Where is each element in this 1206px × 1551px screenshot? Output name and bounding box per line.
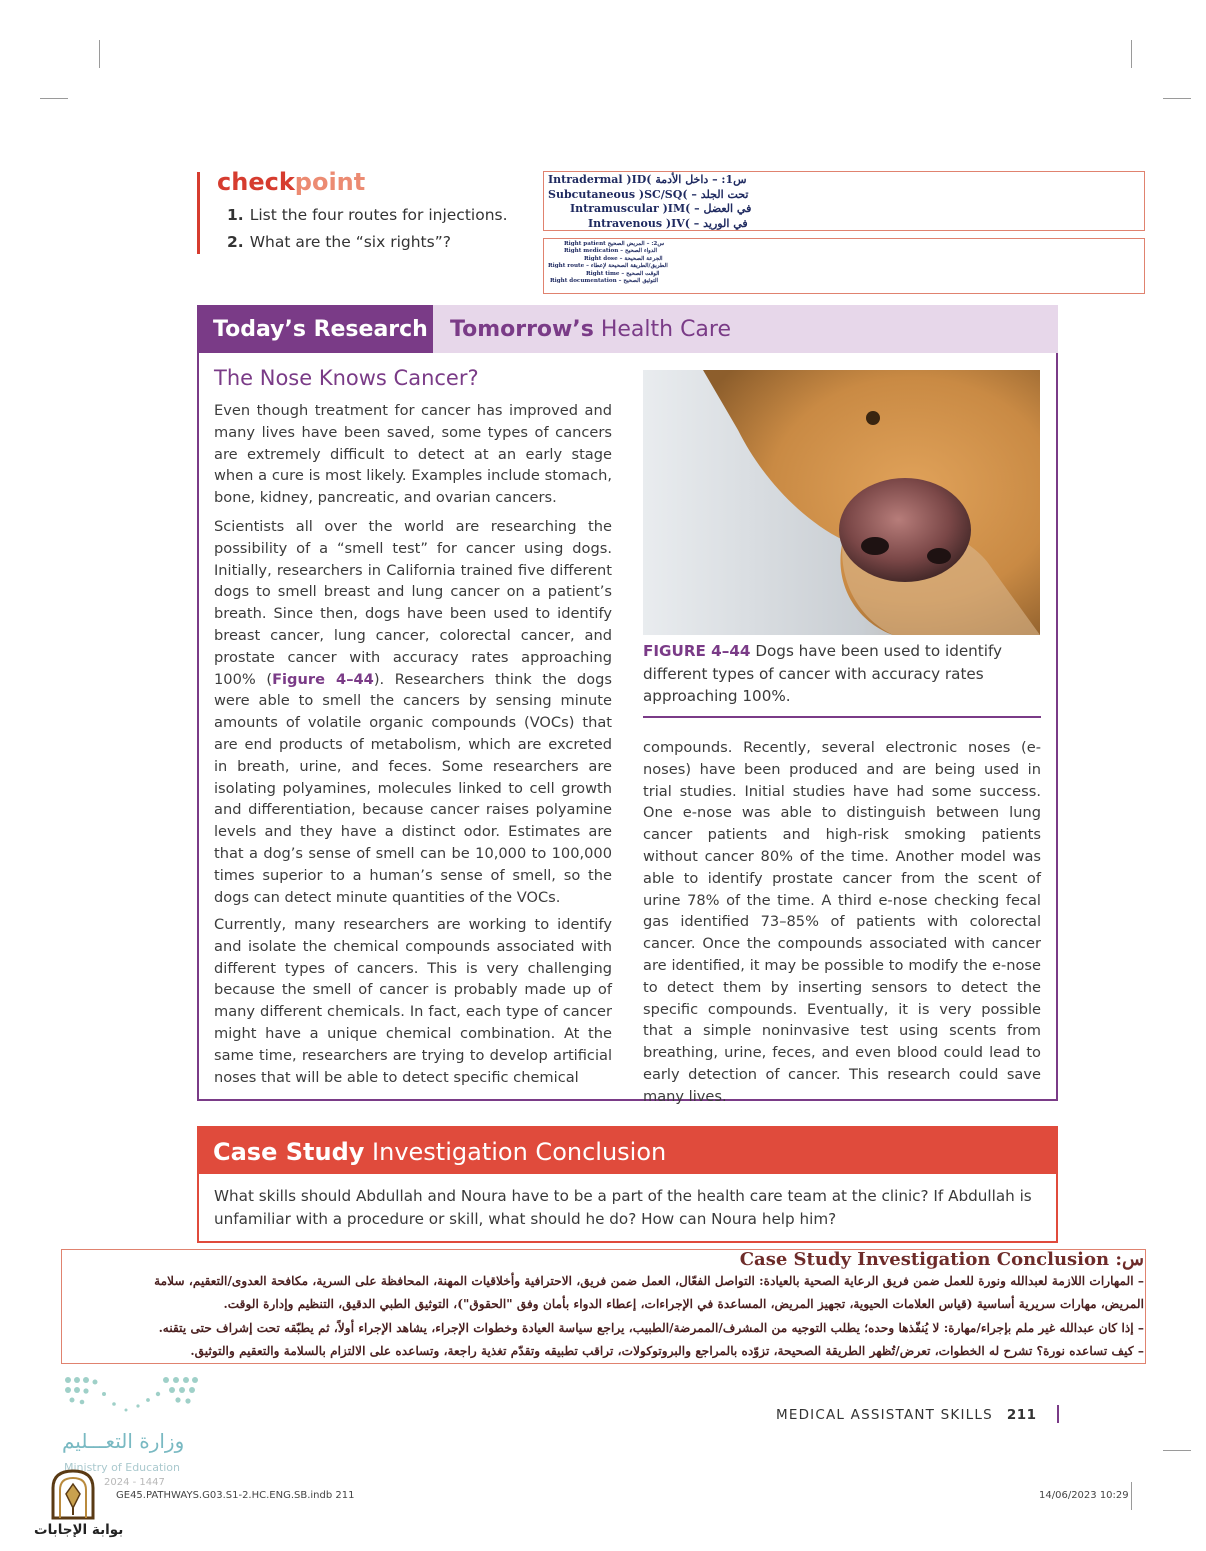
checkpoint-title: checkpoint bbox=[217, 168, 366, 196]
answer-line: Intradermal )ID( س1: – داخل الأدمة bbox=[548, 173, 747, 186]
arabic-answer-line: المريض، مهارات سريرية أساسية (قياس العلامات الحيوية، تجهيز المريض، المساعدة في الإجراءات، إعطاء الدواء بأمان وفق "الحقوق")، التوثيق الطبي الدقيق، التنظيم وإدارة الوقت. bbox=[223, 1297, 1144, 1311]
crop-mark bbox=[99, 40, 100, 68]
print-slug-file: GE45.PATHWAYS.G03.S1-2.HC.ENG.SB.indb 211 bbox=[116, 1490, 355, 1501]
answer-line: Right route – الطريق/الطريقة الصحيحة لإعطاء bbox=[548, 263, 668, 270]
article-title: The Nose Knows Cancer? bbox=[214, 366, 479, 390]
answer-line: Right time – الوقت الصحيح bbox=[586, 270, 660, 277]
crop-mark bbox=[1131, 40, 1132, 68]
answer-line: Right documentation – التوثيق الصحيح bbox=[550, 278, 659, 285]
answer-line: Intramuscular )IM( – في العضل bbox=[570, 202, 752, 215]
research-header: Tomorrow’s Health Care bbox=[433, 305, 1058, 353]
checkpoint-answer-1-box bbox=[543, 171, 1145, 231]
arabic-answer-title: س: Case Study Investigation Conclusion bbox=[739, 1249, 1144, 1270]
answer-line: Right dose – الجرعة الصحيحة bbox=[584, 255, 663, 262]
ministry-year: 2024 - 1447 bbox=[104, 1477, 165, 1488]
crop-mark bbox=[1163, 98, 1191, 99]
answer-line: Subcutaneous )SC/SQ( – تحت الجلد bbox=[548, 187, 749, 201]
figure-divider bbox=[643, 716, 1041, 718]
arabic-answer-line: – كيف تساعده نورة؟ تشرح له الخطوات، تعرض/تُظهر الطريقة الصحيحة، تزوّده بالمراجع والبروتوكولات، تراقب تطبيقه وتقدّم تغذية راجعة، وتساعده على الالتزام بالسلامة والتعقيم والتوثيق. bbox=[190, 1344, 1144, 1358]
crop-mark bbox=[1163, 1450, 1191, 1451]
research-tab-label: Today’s Research bbox=[197, 305, 433, 353]
ministry-logo-dots-icon bbox=[62, 1374, 202, 1426]
checkpoint-accent-bar bbox=[197, 172, 200, 254]
article-paragraph-3: Currently, many researchers are working to identify and isolate the chemical compounds associated with different types of cancers. This is very challenging because the smell of cancer is probably made up of many different chemicals. In fact, each type of cancer might have a unique chemical combination. At the same time, researchers are trying to develop artificial noses that will be able to detect specific chemical bbox=[214, 916, 612, 1086]
crop-mark bbox=[1131, 1482, 1132, 1510]
figure-caption: FIGURE 4–44 Dogs have been used to identify different types of cancer with accuracy rates approaching 100%. bbox=[643, 642, 1003, 705]
print-slug-date: 14/06/2023 10:29 bbox=[1039, 1490, 1129, 1501]
checkpoint-answer-2-box bbox=[543, 238, 1145, 294]
dog-nose-photo bbox=[643, 370, 1040, 635]
crop-mark bbox=[40, 98, 68, 99]
checkpoint-question-2: 2. What are the “six rights”? bbox=[227, 233, 451, 251]
article-paragraph-2: Scientists all over the world are researching the possibility of a “smell test” for cancer using dogs. Initially, researchers in California trained five different dogs to smell breast and lung cancer on a patient’s breath. Since then, dogs have been used to identify breast cancer, lung cancer, colorectal cancer, and prostate cancer with accuracy rates approaching 100% (Figure 4–44). Researchers think the dogs were able to smell the cancers by sensing minute amounts of volatile organic compounds (VOCs) that are end products of metabolism, which are excreted in breath, urine, and feces. Some researchers are isolating polyamines, molecules linked to cell growth and differentiation, because cancer raises polyamine levels and they have a distinct odor. Estimates are that a dog’s sense of smell can be 10,000 to 100,000 times superior to a human’s sense of smell, so the dogs can detect minute quantities of the VOCs. bbox=[214, 518, 612, 906]
case-study-header: Case Study Investigation Conclusion bbox=[197, 1126, 1058, 1174]
answer-line: Right patient س2: – المريض الصحيح bbox=[564, 241, 665, 247]
arabic-answer-line: – المهارات اللازمة لعبدالله ونورة للعمل ضمن فريق الرعاية الصحية بالعيادة: التواصل الفعّال، العمل ضمن فريق، الاحترافية وأخلاقيات المهنة، المحافظة على السرية، مكافحة العدوى/التعقيم، سلامة bbox=[154, 1274, 1144, 1288]
answer-line: Intravenous )IV( – في الوريد bbox=[588, 216, 748, 230]
ministry-arabic-name: وزارة التعـــليم bbox=[62, 1429, 185, 1453]
checkpoint-question-1: 1. List the four routes for injections. bbox=[227, 206, 508, 224]
answer-line: Right medication – الدواء الصحيح bbox=[564, 248, 658, 255]
case-study-question: What skills should Abdullah and Noura have to be a part of the health care team at the clinic? If Abdullah is unfamiliar with a procedure or skill, what should he do? How can Noura help him? bbox=[214, 1187, 1032, 1228]
article-paragraph-1: Even though treatment for cancer has improved and many lives have been saved, some types of cancers are extremely difficult to detect at an early stage when a cure is most likely. Examples include stomach, bone, kidney, pancreatic, and ovarian cancers. bbox=[214, 402, 612, 507]
answers-portal-label: بوابة الإجابات bbox=[34, 1522, 124, 1538]
ministry-english-name: Ministry of Education bbox=[64, 1461, 181, 1474]
answers-portal-logo-icon bbox=[50, 1468, 96, 1524]
running-footer: MEDICAL ASSISTANT SKILLS 211 bbox=[776, 1407, 1037, 1423]
page-number: 211 bbox=[1006, 1407, 1037, 1423]
arabic-answer-line: – إذا كان عبدالله غير ملم بإجراء/مهارة: لا يُنفّذها وحده؛ يطلب التوجيه من المشرف/الممرضة/الطبيب، يراجع سياسة العيادة وخطوات الإجراء، يشاهد الإجراء أولاً، ثم يطبّقه تحت إشراف حتى يتقنه. bbox=[158, 1321, 1144, 1335]
figure-reference[interactable]: Figure 4–44 bbox=[272, 670, 374, 688]
footer-accent-bar bbox=[1057, 1405, 1059, 1423]
article-paragraph-4: compounds. Recently, several electronic noses (e-noses) have been produced and are being used in trial studies. Initial studies have had some success. One e-nose was able to distinguish between lung cancer patients and high-risk smoking patients without cancer 80% of the time. Another model was able to identify prostate cancer from the scent of urine 78% of the time. A third e-nose checking fecal gas identified 73–85% of patients with colorectal cancer. Once the compounds associated with cancer are identified, it may be possible to modify the e-nose to detect them by inserting sensors to detect the specific compounds. Eventually, it is very possible that a simple noninvasive test using scents from breathing, urine, feces, and even blood could lead to early detection of cancer. This research could save many lives. bbox=[643, 739, 1041, 1105]
